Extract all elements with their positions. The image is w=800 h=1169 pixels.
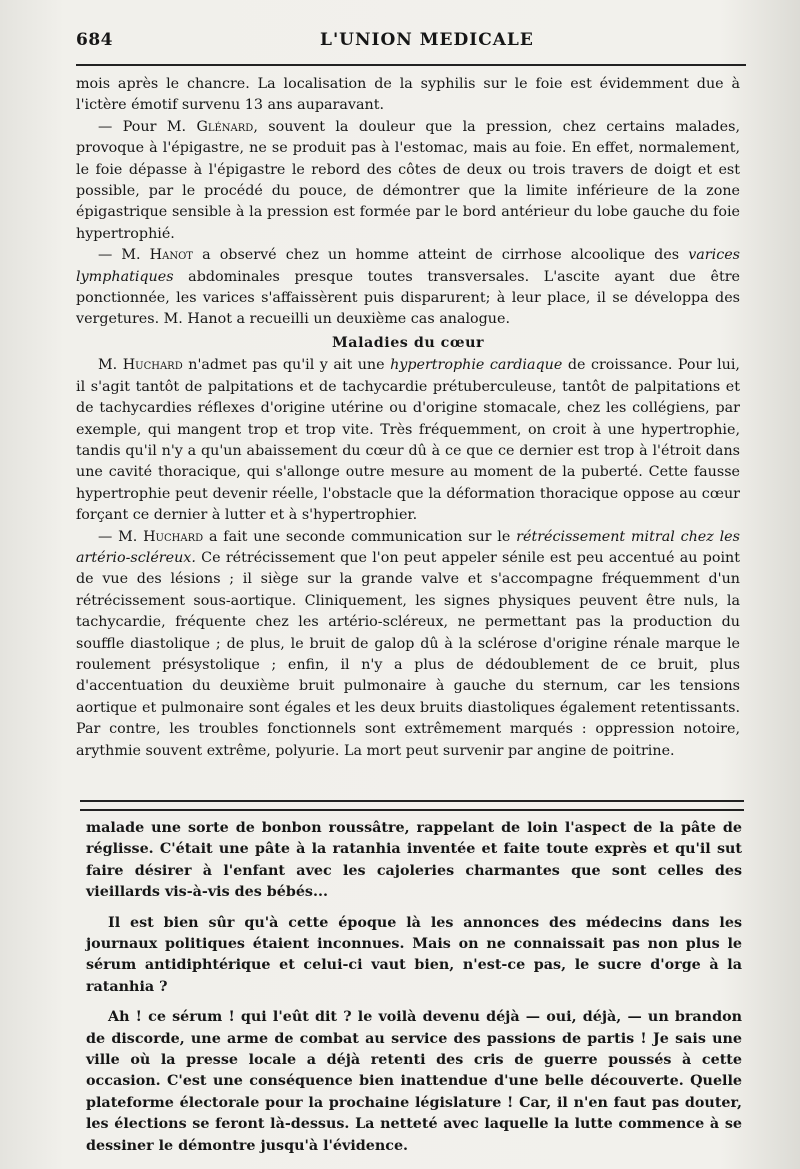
dash-text: — M. [98,247,150,264]
dash-text: — Pour M. [98,118,197,135]
paragraph-glenard [76,117,740,245]
main-text-column [76,74,740,762]
paragraph-hanot [76,245,740,331]
header-rule [76,64,746,66]
paragraph-text: n'admet pas qu'il y ait une [182,357,391,374]
running-title: L'UNION MEDICALE [320,30,534,50]
page-header [76,28,742,58]
author-name-hanot: Hanot [149,247,193,264]
paragraph-text: abdominales presque toutes transversales. L'ascite ayant due être ponctionnée, les varices s'affaissèrent puis disparurent; à leur place, il se développa des vergetures. M. Hanot a recueilli un deuxième cas analogue. [76,268,740,328]
feuilleton-paragraph: malade une sorte de bonbon roussâtre, rappelant de loin l'aspect de la pâte de réglisse. C'était une pâte à la ratanhia inventée et faite toute exprès et qu'il sut faire désirer à l'enfant avec les cajoleries charmantes que sont celles des vieillards vis-à-vis des bébés... [86,820,742,901]
dash-text: — M. [98,528,144,545]
prefix-text: M. [98,357,123,374]
feuilleton-paragraph: Il est bien sûr qu'à cette époque là les annonces des médecins dans les journaux politiques étaient inconnues. Mais on ne connaissait pas non plus le sérum antidiphtérique et celui-ci vaut bien, n'est-ce pas, le sucre d'orge à la ratanhia ? [86,914,742,995]
paragraph-text: a observé chez un homme atteint de cirrhose alcoolique des [192,247,689,264]
feuilleton-column [86,818,742,1166]
paragraph-huchard-2 [76,527,740,762]
paragraph-text: , souvent la douleur que la pression, chez certains malades, provoque à l'épigastre, ne se produit pas à l'estomac, mais au foie. En effet, normalement, le foie dépasse à l'épigastre le rebord des côtes de deux ou trois travers de doigt et est possible, par le procédé du pouce, de démontrer que la limite inférieure de la zone épigastrique sensible à la pression est formée par le bord antérieur du lobe gauche du foie hypertrophié. [76,118,740,242]
page-number: 684 [76,30,113,50]
author-name-huchard: Huchard [143,528,204,545]
feuilleton-separator [80,800,744,811]
author-name-glenard: Glénard [196,118,254,135]
italic-term: varices lymphatiques [76,247,740,285]
feuilleton-paragraph: Ah ! ce sérum ! qui l'eût dit ? le voilà devenu déjà — oui, déjà, — un brandon de discorde, une arme de combat au service des passions de partis ! Je sais une ville où la presse locale a déjà retenti des cris de guerre poussés à cette occasion. C'est une conséquence bien inattendue d'une belle découverte. Quelle plateforme électorale pour la prochaine législature ! Car, il n'en faut pas douter, les élections se feront là-dessus. La netteté avec laquelle la lutte commence à se dessiner le démontre jusqu'à l'évidence. [86,1009,742,1154]
section-heading: Maladies du cœur [331,334,485,351]
paragraph-syphilis: mois après le chancre. La localisation de la syphilis sur le foie est évidemment due à l'ictère émotif survenu 13 ans auparavant. [76,76,740,114]
italic-term: hypertrophie cardiaque [390,357,563,374]
paragraph-text: Ce rétrécissement que l'on peut appeler sénile est peu accentué au point de vue des lésions ; il siège sur la grande valve et s'accompagne fréquemment d'un rétrécissement sous-aortique. Cliniquement, les signes physiques peuvent être nuls, la tachycardie, fréquente chez les artério-scléreux, ne permettant pas la production du souffle diastolique ; de plus, le bruit de galop dû à la sclérose d'origine rénale marque le roulement présystolique ; enfin, il n'y a plus de dédoublement de ce bruit, plus d'accentuation du deuxième bruit pulmonaire à gauche du sternum, car les tensions aortique et pulmonaire sont égales et les deux bruits diastoliques également retentissants. Par contre, les troubles fonctionnels sont extrêmement marqués : oppression notoire, arythmie souvent extrême, polyurie. La mort peut survenir par angine de poitrine. [76,549,740,759]
paragraph-text: a fait une seconde communication sur le [203,528,517,545]
italic-term: rétrécissement mitral chez les artério-scléreux. [76,528,740,566]
author-name-huchard: Huchard [122,357,183,374]
paragraph-huchard-1 [76,355,740,526]
paragraph-text: de croissance. Pour lui, il s'agit tantôt de palpitations et de tachycardie prétuberculeuse, tantôt de palpitations et de tachycardies réflexes d'origine utérine ou d'origine stomacale, chez les collégiens, par exemple, qui mangent trop et trop vite. Très fréquemment, on croit à une hypertrophie, tandis qu'il n'y a qu'un abaissement du cœur dû à ce que ce dernier est trop à l'étroit dans une cavité thoracique, qui s'allonge outre mesure au moment de la puberté. Cette fausse hypertrophie peut devenir réelle, l'obstacle que la déformation thoracique oppose au cœur forçant ce dernier à lutter et à s'hypertrophier. [76,357,740,524]
